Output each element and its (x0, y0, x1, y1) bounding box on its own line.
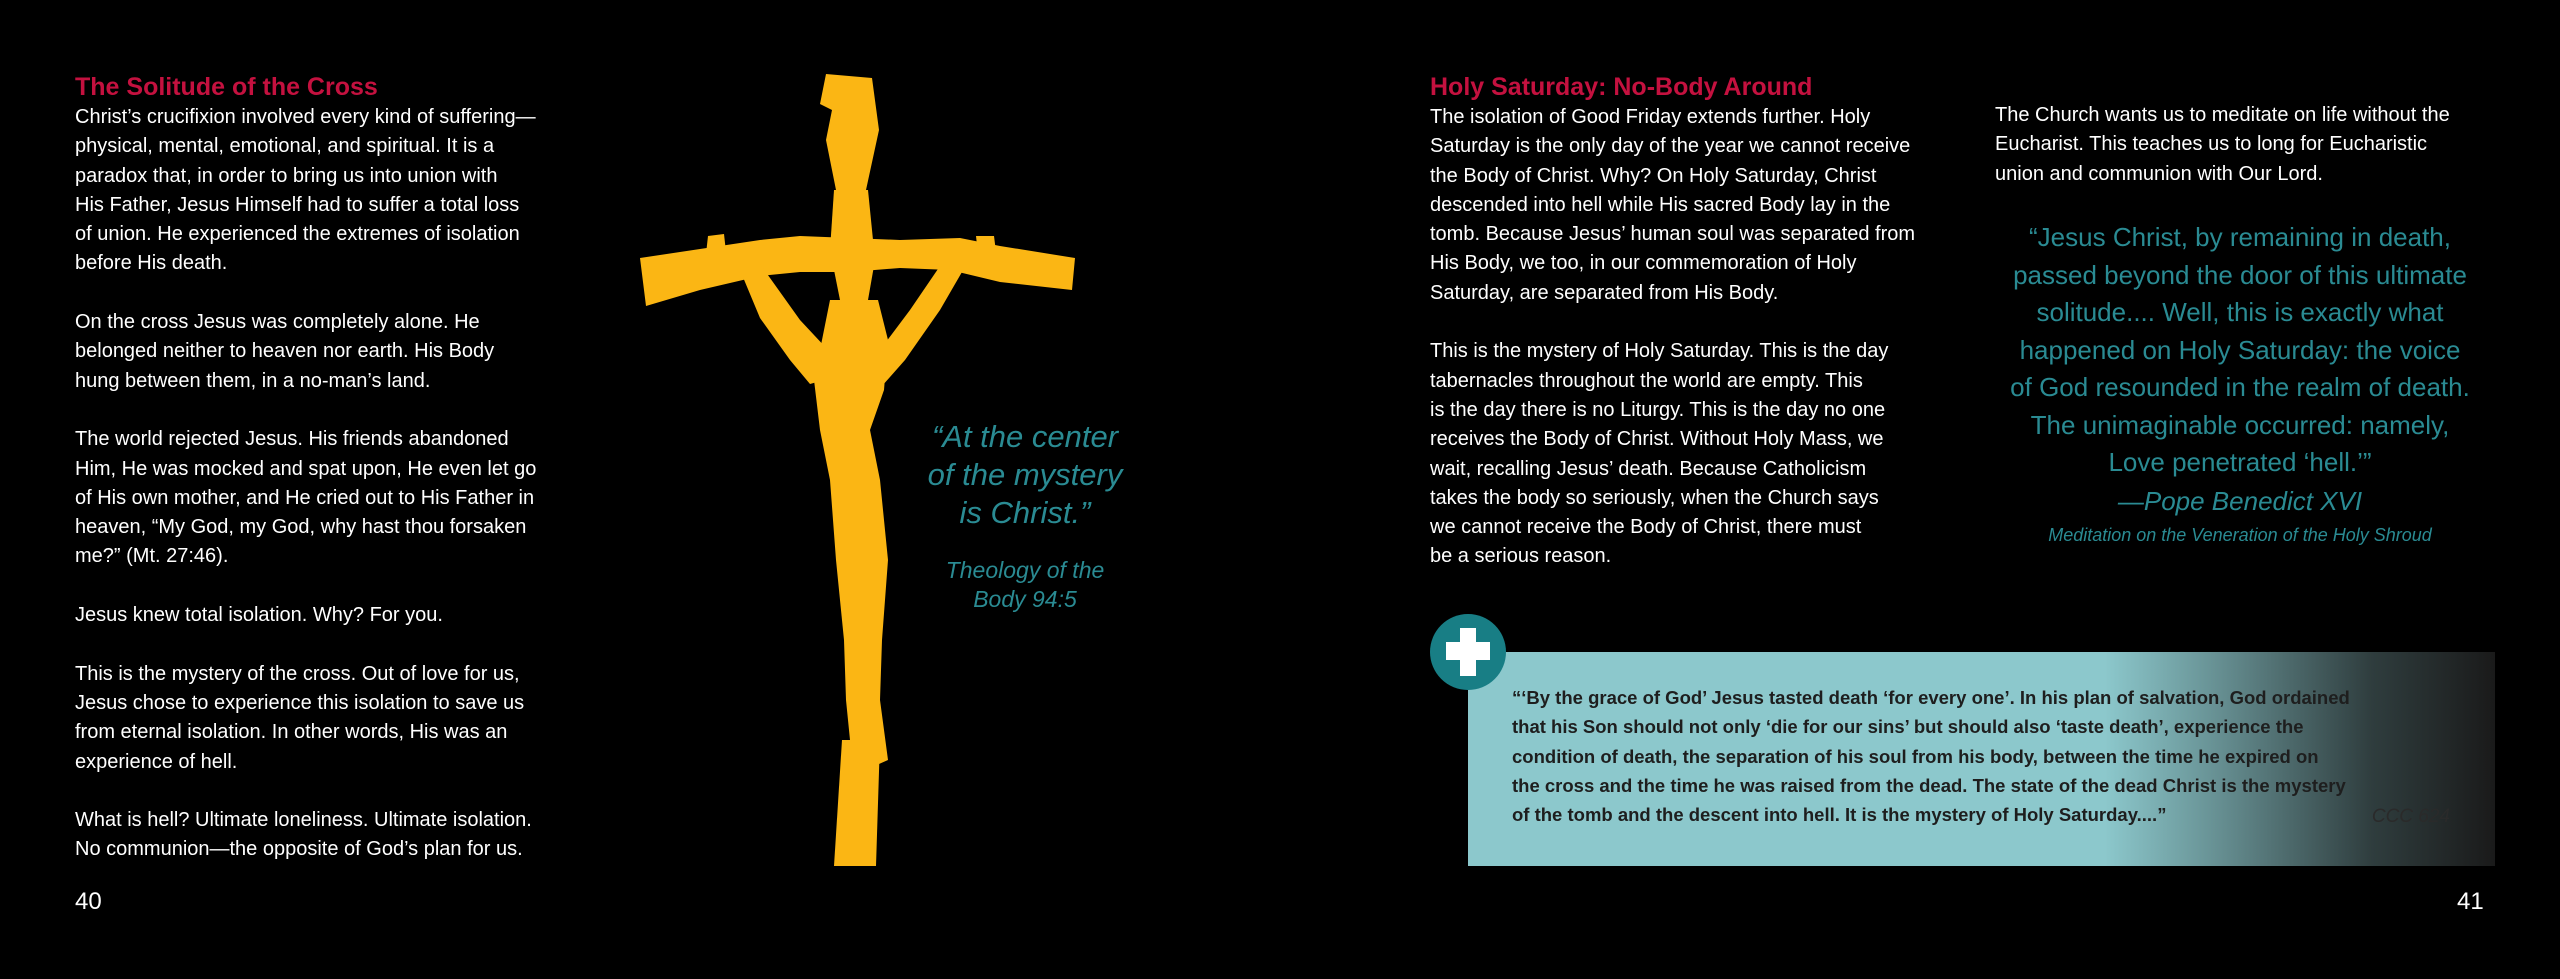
left-paragraph-1: Christ’s crucifixion involved every kind of suffering— physical, mental, emotional, and spiritual. It is a paradox that, in order to bring us into union with His Father, Jesus Himself had to suffer a total loss of union. He experienced the extremes of isolation before His death. (75, 106, 536, 275)
right-paragraph-1: The isolation of Good Friday extends further. Holy Saturday is the only day of the year we cannot receive the Body of Christ. Why? On Holy Saturday, Christ descended into hell while His sacred Body lay in the tomb. Because Jesus’ human soul was separated from His Body, we too, in our commemoration of Holy Saturday, are separated from His Body. (1430, 106, 1916, 304)
side-quote-source: Meditation on the Veneration of the Holy Shroud (2048, 525, 2432, 545)
left-page-number: 40 (75, 888, 102, 915)
center-quote-source: Theology of the Body 94:5 (945, 557, 1105, 612)
left-paragraph-6: What is hell? Ultimate loneliness. Ultimate isolation. No communion—the opposite of God’s plan for us. (75, 809, 532, 861)
right-page-number: 41 (2457, 888, 2484, 915)
right-paragraph-2: This is the mystery of Holy Saturday. This is the day tabernacles throughout the world are empty. This is the day there is no Liturgy. This is the day no one receives the Body of Christ. Without Holy Mass, we wait, recalling Jesus’ death. Because Catholicism takes the body so seriously, when the Church says we cannot receive the Body of Christ, there must be a serious reason. (1430, 340, 1889, 568)
left-paragraph-4: Jesus knew total isolation. Why? For you. (75, 604, 443, 627)
catechism-text: “‘By the grace of God’ Jesus tasted death ‘for every one’. In his plan of salvation, God ordained that his Son should not only ‘die for our sins’ but should also ‘taste death’, experience the condition of death, the separation of his soul from his body, between the time he expired on the cross and the time he was raised from the dead. The state of the dead Christ is the mystery of the tomb and the descent into hell. It is the mystery of Holy Saturday....” (1512, 687, 2350, 826)
catechism-reference: CCC 624 (2371, 806, 2450, 827)
right-page-heading: Holy Saturday: No-Body Around (1430, 73, 1813, 101)
catechism-box (1468, 652, 2495, 866)
right-page-body (1430, 103, 1950, 601)
center-quote: “At the center of the mystery is Christ.” (927, 419, 1123, 530)
left-paragraph-2: On the cross Jesus was completely alone. He belonged neither to heaven nor earth. His Body hung between them, in a no-man’s land. (75, 311, 495, 392)
side-paragraph: The Church wants us to meditate on life without the Eucharist. This teaches us to long for Eucharistic union and communion with Our Lord. (1995, 104, 2450, 185)
cross-badge (1430, 614, 1506, 690)
side-quote: “Jesus Christ, by remaining in death, passed beyond the door of this ultimate solitude.... Well, this is exactly what happened on Holy Saturday: the voice of God resounded in the realm of death. The unimaginable occurred: namely, Love penetrated ‘hell.’” (2010, 222, 2470, 477)
left-page-body (75, 103, 575, 894)
side-quote-author: —Pope Benedict XVI (2117, 486, 2363, 516)
white-cross-icon (1430, 614, 1506, 690)
left-paragraph-3: The world rejected Jesus. His friends abandoned Him, He was mocked and spat upon, He even let go of His own mother, and He cried out to His Father in heaven, “My God, my God, why hast thou forsaken me?” (Mt. 27:46). (75, 428, 537, 568)
left-page-heading: The Solitude of the Cross (75, 73, 378, 101)
left-paragraph-5: This is the mystery of the cross. Out of love for us, Jesus chose to experience this isolation to save us from eternal isolation. In other words, His was an experience of hell. (75, 662, 525, 773)
